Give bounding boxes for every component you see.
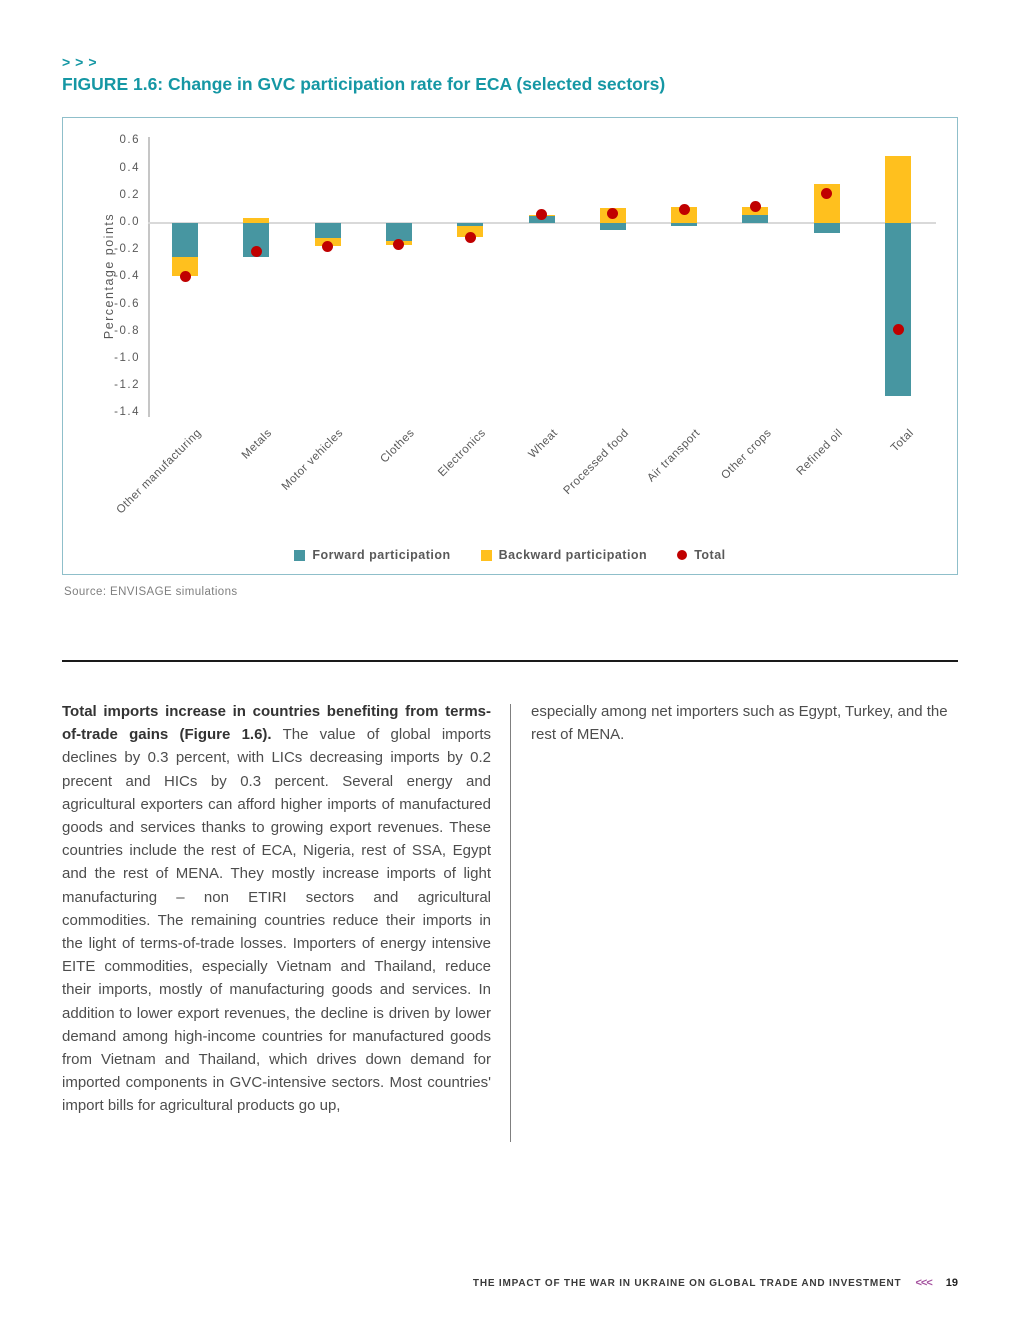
y-tick-label: -1.4 <box>114 406 140 419</box>
bar-forward-participation <box>386 223 412 241</box>
total-marker <box>893 324 904 335</box>
total-marker <box>679 204 690 215</box>
total-marker <box>393 239 404 250</box>
figure-box <box>62 117 958 575</box>
category-label: Other manufacturing <box>114 427 204 517</box>
legend-total-label: Total <box>694 548 726 562</box>
y-tick-label: 0.2 <box>119 188 140 201</box>
y-tick-label: -1.2 <box>114 379 140 392</box>
section-chevrons-icon: >>> <box>62 54 102 70</box>
category-label: Total <box>889 427 917 455</box>
bar-forward-participation <box>600 223 626 230</box>
bar-forward-participation <box>172 223 198 257</box>
page-footer <box>473 1277 958 1289</box>
bar-forward-participation <box>742 215 768 223</box>
legend-forward-participation-label: Forward participation <box>312 548 451 562</box>
body-column-left <box>62 700 491 1118</box>
body-text-left: The value of global imports declines by 0.3 percent, with LICs decreasing imports by 0.2 precent and HICs by 0.3 percent. Several energy and agricultural exporters can afford higher imports of manufactured goods and services thanks to growing export revenues. These countries include the rest of ECA, Nigeria, rest of SSA, Egypt and the rest of MENA. They mostly increase imports of light manufacturing – non ETIRI sectors and agricultural commodities. The remaining countries reduce their imports in the light of terms-of-trade losses. Importers of energy intensive EITE commodities, especially Vietnam and Thailand, reduce their imports, mostly of manufacturing goods and services. In addition to lower export revenues, the decline is driven by lower demand among high-income countries for manufactured goods from Vietnam and Thailand, which drives down demand for imported components in GVC-intensive sectors. Most countries' import bills for agricultural products go up, <box>62 726 492 1115</box>
total-marker <box>465 232 476 243</box>
category-label: Wheat <box>526 427 560 461</box>
bar-backward-participation <box>885 156 911 223</box>
category-label: Other crops <box>719 427 774 482</box>
category-label: Refined oil <box>794 427 846 478</box>
y-tick-label: 0.6 <box>119 134 140 147</box>
category-label: Processed food <box>561 427 632 497</box>
figure-title: FIGURE 1.6: Change in GVC participation rate for ECA (selected sectors) <box>62 74 666 94</box>
category-label: Clothes <box>378 427 418 466</box>
total-marker <box>251 246 262 257</box>
bar-forward-participation <box>315 223 341 238</box>
gvc-participation-chart <box>63 118 957 574</box>
body-text-right: especially among net importers such as Egypt, Turkey, and the rest of MENA. <box>531 703 948 744</box>
bar-forward-participation <box>671 223 697 226</box>
legend-total <box>677 548 725 562</box>
footer-back-chevrons-icon: <<< <box>915 1277 932 1289</box>
bar-forward-participation <box>814 223 840 233</box>
legend-backward-participation-label: Backward participation <box>498 548 648 562</box>
category-label: Metals <box>240 427 275 462</box>
total-marker <box>821 188 832 199</box>
footer-page-number: 19 <box>945 1277 958 1289</box>
bar-backward-participation <box>243 218 269 223</box>
category-label: Electronics <box>436 427 489 480</box>
source-note: Source: ENVISAGE simulations <box>64 586 238 598</box>
y-tick-label: -0.2 <box>114 243 140 256</box>
body-column-right <box>531 700 958 746</box>
y-tick-label: 0.4 <box>119 161 140 174</box>
category-label: Motor vehicles <box>280 427 347 493</box>
y-axis-line <box>148 137 150 417</box>
y-tick-label: -1.0 <box>114 352 140 364</box>
legend-backward-participation <box>481 548 648 562</box>
y-tick-label: -0.6 <box>114 297 140 310</box>
chart-legend <box>63 548 957 562</box>
total-marker <box>322 241 333 252</box>
body-lead-sentence: Total imports increase in countries benefiting from terms-of-trade gains (Figure 1.6). <box>62 703 491 744</box>
y-tick-label: -0.8 <box>114 324 140 337</box>
y-axis-title: Percentage points <box>102 213 116 340</box>
column-divider <box>510 704 511 1142</box>
footer-report-title: THE IMPACT OF THE WAR IN UKRAINE ON GLOBAL TRADE AND INVESTMENT <box>472 1277 902 1289</box>
bar-forward-participation <box>885 223 911 396</box>
legend-total-swatch-icon <box>677 550 687 560</box>
legend-backward-participation-swatch-icon <box>481 550 492 561</box>
category-label: Air transport <box>645 427 703 485</box>
horizontal-rule <box>62 660 958 662</box>
total-marker <box>180 271 191 282</box>
total-marker <box>750 201 761 212</box>
legend-forward-participation <box>294 548 450 562</box>
y-tick-label: 0.0 <box>119 216 140 228</box>
legend-forward-participation-swatch-icon <box>294 550 305 561</box>
y-tick-label: -0.4 <box>114 270 140 283</box>
